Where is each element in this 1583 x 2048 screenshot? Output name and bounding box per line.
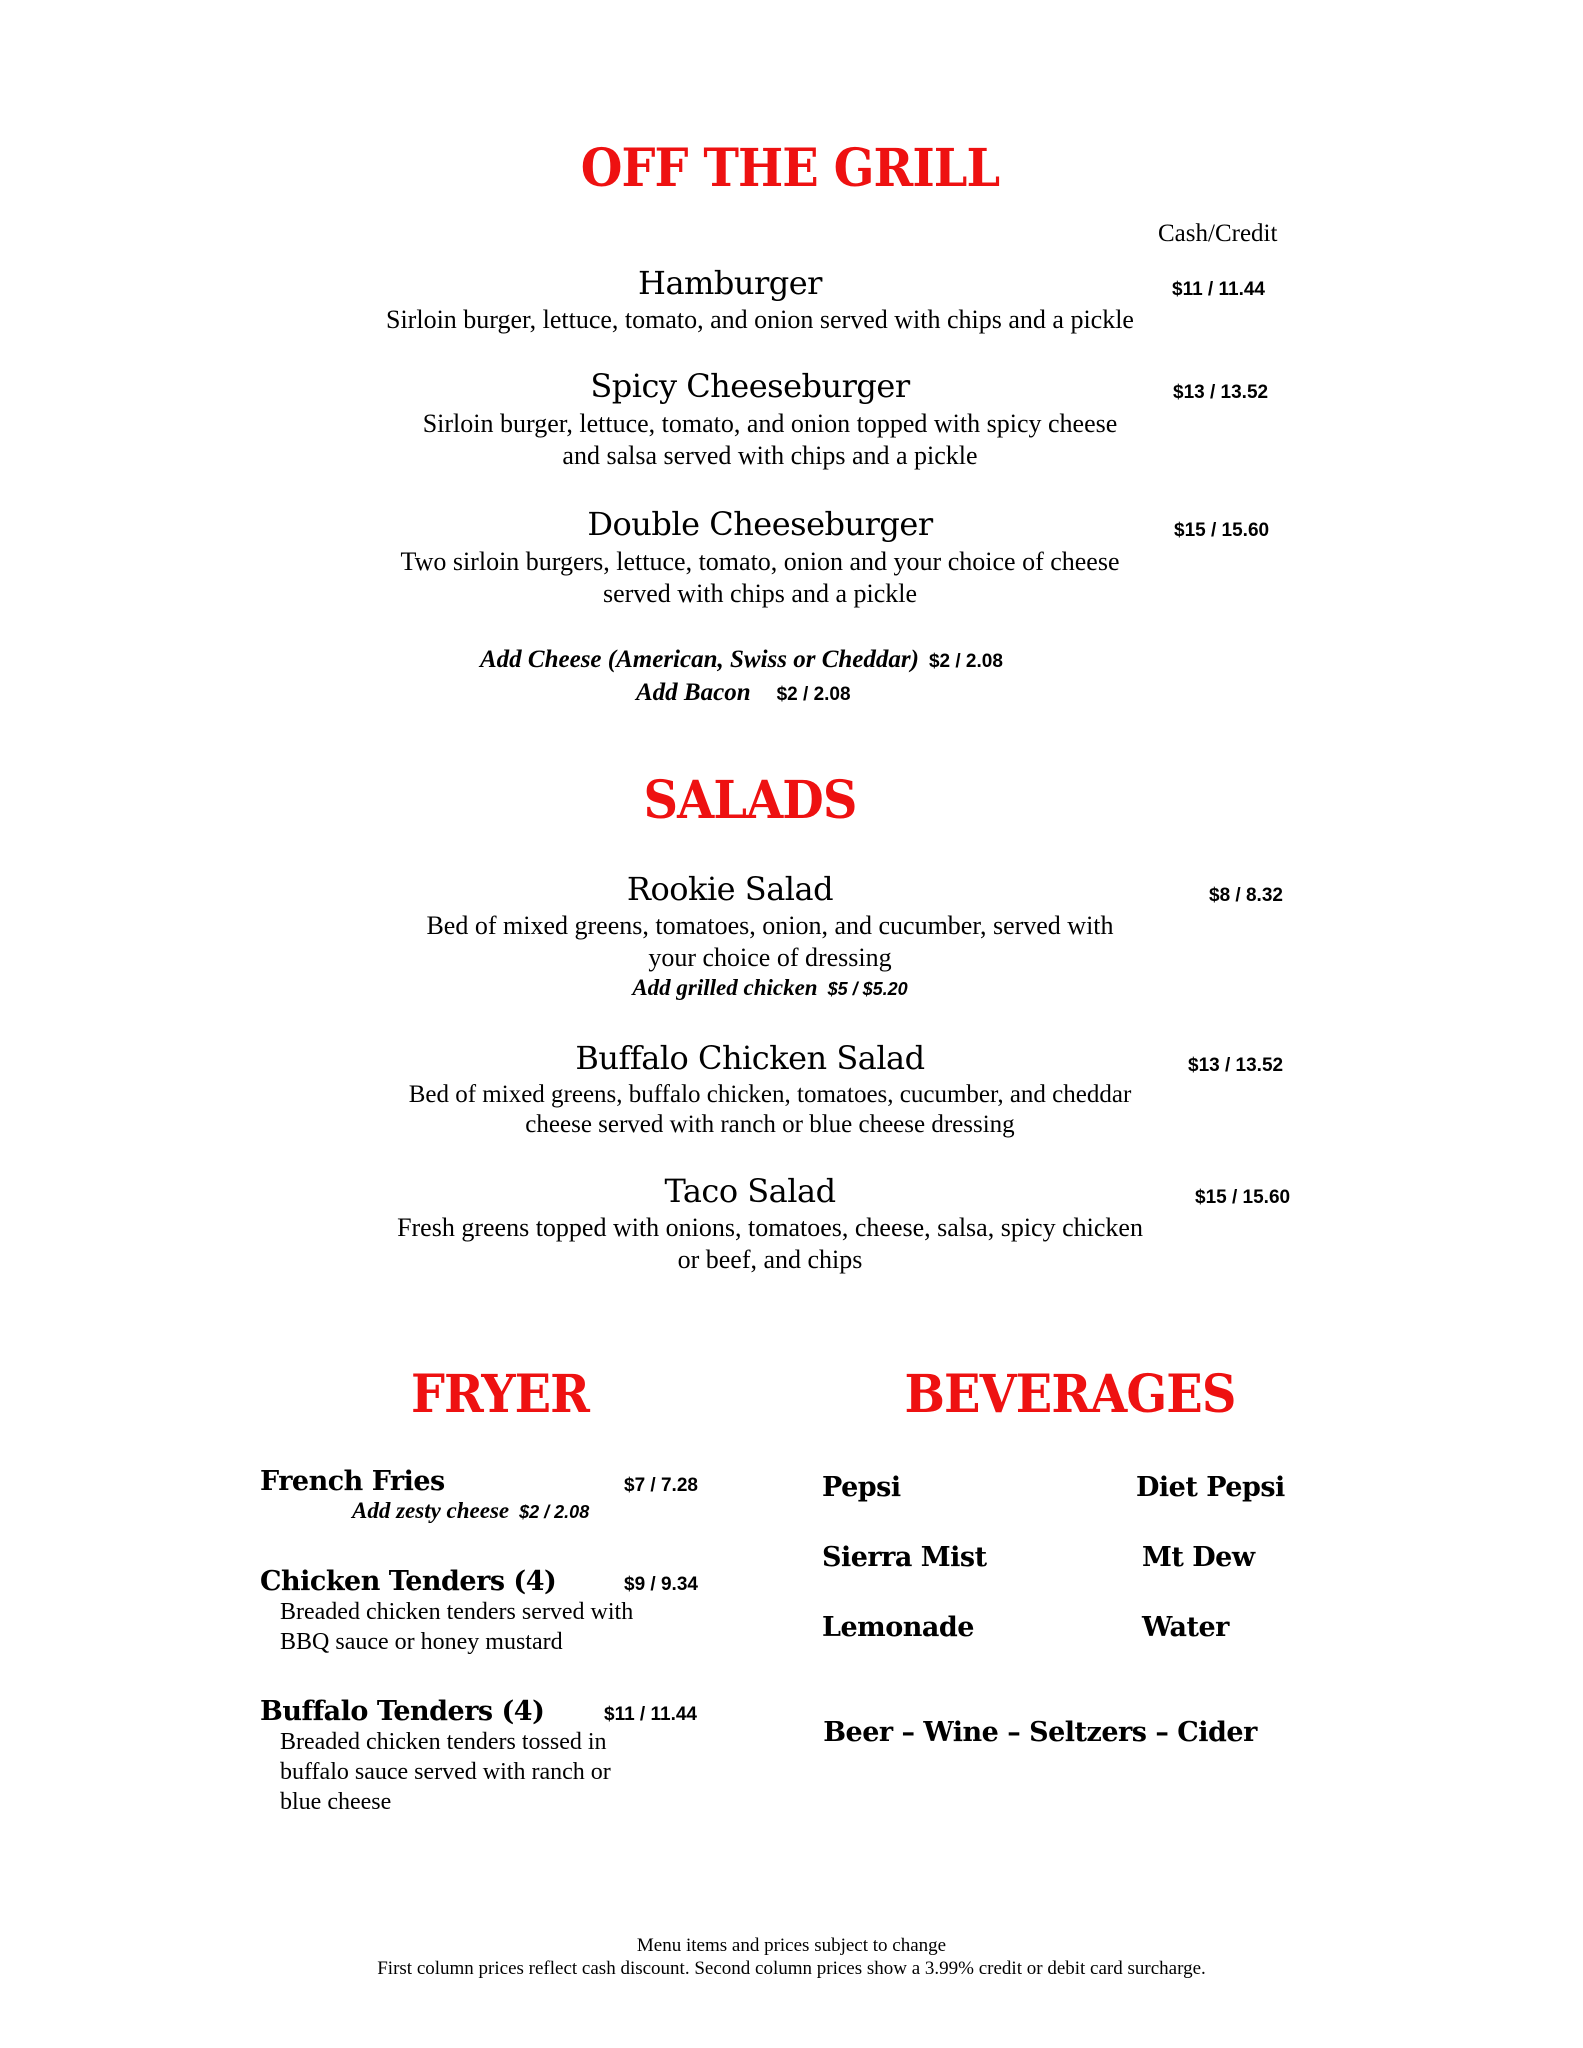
desc-line: cheese served with ranch or blue cheese dressing <box>525 1111 1015 1138</box>
price-double-cheeseburger: $15 / 15.60 <box>1174 520 1270 541</box>
desc-chicken-tenders <box>280 1597 633 1657</box>
desc-line: or beef, and chips <box>677 1245 863 1274</box>
addon-price: $2 / 2.08 <box>519 1502 590 1522</box>
desc-line: Bed of mixed greens, tomatoes, onion, and cucumber, served with <box>426 911 1114 940</box>
price-spicy-cheeseburger: $13 / 13.52 <box>1173 382 1269 403</box>
menu-item-buffalo-tenders: Buffalo Tenders (4) <box>260 1696 545 1727</box>
beverage-lemonade: Lemonade <box>822 1612 974 1643</box>
desc-line: Bed of mixed greens, buffalo chicken, tomatoes, cucumber, and cheddar <box>408 1081 1132 1108</box>
beverage-pepsi: Pepsi <box>822 1472 901 1503</box>
desc-taco-salad <box>300 1212 1240 1276</box>
desc-line: Sirloin burger, lettuce, tomato, and onion served with chips and a pickle <box>386 305 1134 334</box>
menu-item-spicy-cheeseburger: Spicy Cheeseburger <box>590 367 910 405</box>
footer-note-surcharge: First column prices reflect cash discount. Second column prices show a 3.99% credit or debit card surcharge. <box>377 1958 1206 1979</box>
desc-spicy-cheeseburger <box>300 408 1240 472</box>
desc-line: Two sirloin burgers, lettuce, tomato, onion and your choice of cheese <box>400 547 1120 576</box>
beverage-water: Water <box>1142 1612 1229 1643</box>
section-title-fryer: FRYER <box>410 1364 590 1425</box>
desc-rookie-salad <box>300 910 1240 974</box>
section-title-salads: SALADS <box>643 770 857 831</box>
desc-line: Breaded chicken tenders tossed in <box>280 1729 607 1755</box>
section-title-beverages: BEVERAGES <box>904 1364 1236 1425</box>
price-chicken-tenders: $9 / 9.34 <box>624 1574 698 1595</box>
beverage-mt-dew: Mt Dew <box>1142 1542 1255 1573</box>
price-taco-salad: $15 / 15.60 <box>1195 1187 1291 1208</box>
addon-price: $2 / 2.08 <box>928 651 1003 672</box>
menu-item-taco-salad: Taco Salad <box>664 1172 836 1210</box>
beverage-diet-pepsi: Diet Pepsi <box>1136 1472 1285 1503</box>
desc-line: Sirloin burger, lettuce, tomato, and onion topped with spicy cheese <box>422 409 1118 438</box>
beverage-sierra-mist: Sierra Mist <box>822 1542 987 1573</box>
desc-line: served with chips and a pickle <box>602 579 918 608</box>
section-title-grill: OFF THE GRILL <box>580 138 1000 199</box>
price-buffalo-chicken-salad: $13 / 13.52 <box>1188 1055 1284 1076</box>
addon-label: Add zesty cheese <box>352 1498 510 1523</box>
desc-double-cheeseburger <box>290 546 1230 610</box>
addon-zesty-cheese <box>352 1498 589 1524</box>
desc-hamburger <box>290 304 1230 336</box>
desc-line: your choice of dressing <box>648 943 892 972</box>
desc-buffalo-tenders <box>280 1727 611 1817</box>
price-column-header: Cash/Credit <box>1158 220 1278 247</box>
price-hamburger: $11 / 11.44 <box>1172 279 1265 300</box>
addon-price: $5 / $5.20 <box>827 979 908 999</box>
menu-item-buffalo-chicken-salad: Buffalo Chicken Salad <box>575 1039 925 1077</box>
desc-buffalo-chicken-salad <box>300 1080 1240 1140</box>
menu-item-double-cheeseburger: Double Cheeseburger <box>587 505 933 543</box>
price-buffalo-tenders: $11 / 11.44 <box>604 1704 697 1725</box>
price-french-fries: $7 / 7.28 <box>624 1475 698 1496</box>
desc-line: and salsa served with chips and a pickle <box>562 441 978 470</box>
addon-grilled-chicken <box>600 975 940 1001</box>
addon-label: Add grilled chicken <box>632 975 818 1000</box>
menu-item-chicken-tenders: Chicken Tenders (4) <box>260 1566 557 1597</box>
addon-label: Add Cheese (American, Swiss or Cheddar) <box>480 646 919 673</box>
price-rookie-salad: $8 / 8.32 <box>1209 885 1283 906</box>
desc-line: BBQ sauce or honey mustard <box>280 1629 563 1655</box>
beverage-alcohol-line: Beer – Wine – Seltzers – Cider <box>823 1717 1257 1748</box>
addon-bacon <box>636 679 851 707</box>
addon-price: $2 / 2.08 <box>776 684 851 705</box>
desc-line: blue cheese <box>280 1789 392 1815</box>
addon-label: Add Bacon <box>636 679 751 706</box>
desc-line: Fresh greens topped with onions, tomatoes, cheese, salsa, spicy chicken <box>397 1213 1143 1242</box>
addon-cheese <box>480 646 1003 674</box>
desc-line: Breaded chicken tenders served with <box>280 1599 634 1625</box>
menu-item-rookie-salad: Rookie Salad <box>626 870 834 908</box>
footer-note-change: Menu items and prices subject to change <box>636 1935 947 1956</box>
menu-item-hamburger: Hamburger <box>638 264 822 302</box>
menu-item-french-fries: French Fries <box>260 1466 445 1497</box>
desc-line: buffalo sauce served with ranch or <box>280 1759 611 1785</box>
